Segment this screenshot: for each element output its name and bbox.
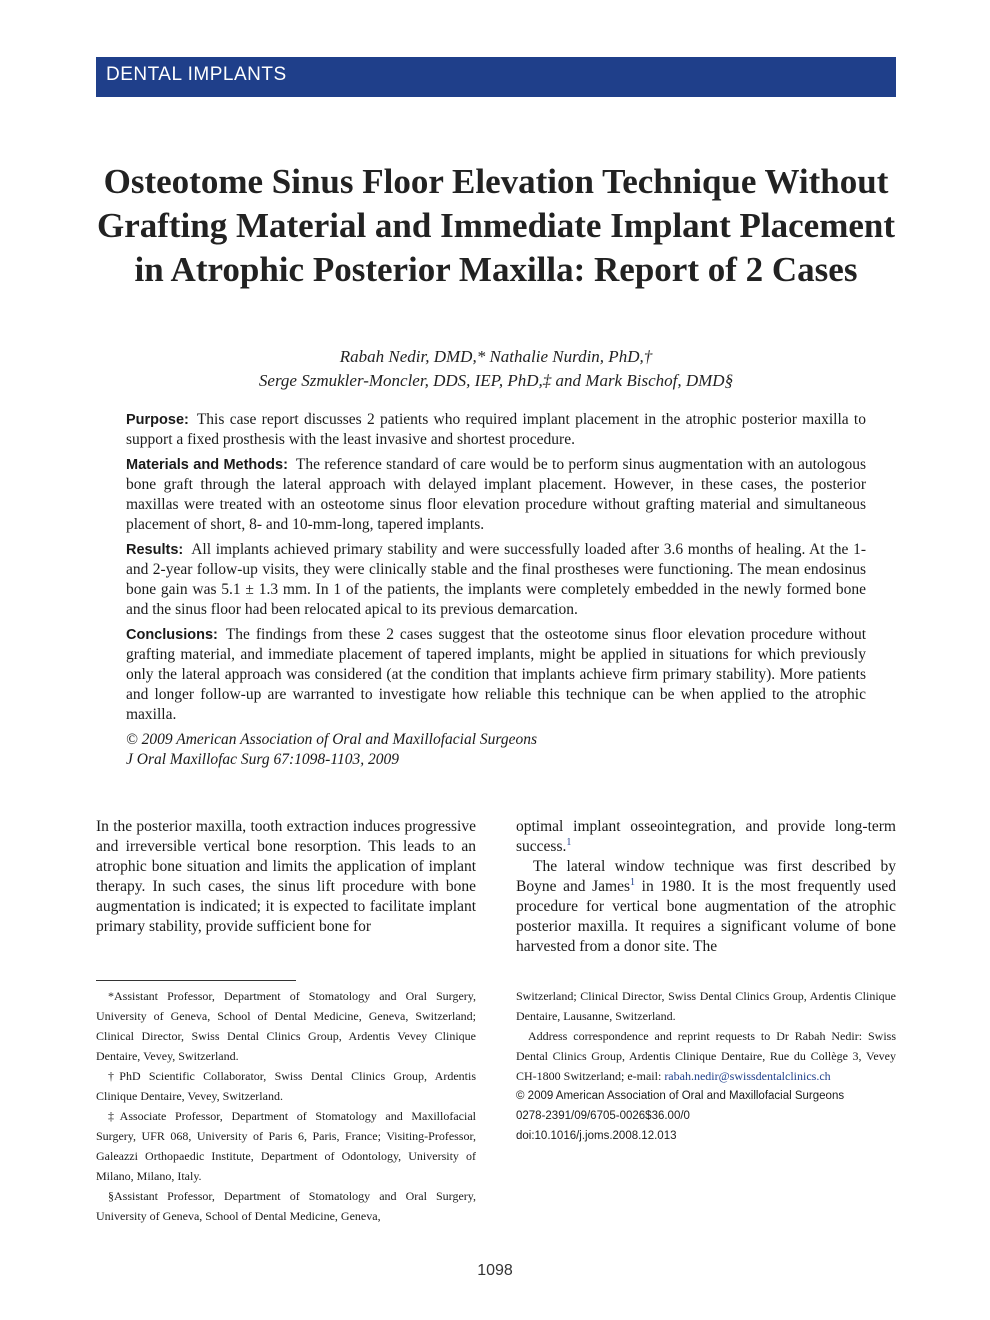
body-column-right [516,817,896,957]
conclusions-text: The findings from these 2 cases suggest that the osteotome sinus floor elevation procedure without grafting material, and immediate placement of tapered implants, might be applied in situations for which previously only the lateral approach was considered (at the condition that implants achieve firm primary stability). More patients and longer follow-up are warranted to investigate how reliable this technique can be when applied to the atrophic maxilla. [126,626,866,723]
reference-link[interactable]: 1 [630,876,635,888]
footnote-author-4-continued: Switzerland; Clinical Director, Swiss Dental Clinics Group, Ardentis Clinique Dentaire, Lausanne, Switzerland. [516,989,896,1023]
section-label: DENTAL IMPLANTS [106,64,287,85]
footnotes-right [516,986,896,1146]
body-column-left [96,817,476,937]
footnote-author-3: ‡Associate Professor, Department of Stomatology and Maxillofacial Surgery, UFR 068, University of Paris 6, Paris, France; Visiting-Professor, Galeazzi Orthopaedic Institute, Department of Odontology, University of Milano, Milano, Italy. [96,1109,476,1183]
body-text: The lateral window technique was first described by Boyne and James [516,858,896,895]
abstract-copyright: © 2009 American Association of Oral and Maxillofacial Surgeons [126,731,538,748]
article-title: Osteotome Sinus Floor Elevation Technique Without Grafting Material and Immediate Implant Placement in Atrophic Posterior Maxilla: Report of 2 Cases [96,162,896,289]
results-label: Results: [126,542,184,558]
footnote-copyright: © 2009 American Association of Oral and Maxillofacial Surgeons [516,1090,845,1102]
authors-line-2: Serge Szmukler-Moncler, DDS, IEP, PhD,‡ and Mark Bischof, DMD§ [258,371,734,390]
methods-text: The reference standard of care would be to perform sinus augmentation with an autologous bone graft through the lateral approach with delayed implant placement. However, in these cases, the posterior maxillas were treated with an osteotome sinus floor elevation procedure without grafting material and simultaneous placement of short, 8- and 10-mm-long, tapered implants. [126,456,866,533]
methods-label: Materials and Methods: [126,457,288,473]
purpose-label: Purpose: [126,412,189,428]
conclusions-label: Conclusions: [126,627,218,643]
reference-link[interactable]: 1 [566,836,572,848]
footnote-author-4: §Assistant Professor, Department of Stomatology and Oral Surgery, University of Geneva, School of Dental Medicine, Geneva, [96,1189,476,1223]
footnote-author-2: †PhD Scientific Collaborator, Swiss Dental Clinics Group, Ardentis Clinique Dentaire, Vevey, Switzerland. [96,1069,476,1103]
authors-line-1: Rabah Nedir, DMD,* Nathalie Nurdin, PhD,† [339,347,653,366]
body-text: in 1980. It is the most frequently used procedure for vertical bone augmentation of the atrophic posterior maxilla. It requires a significant volume of bone harvested from a donor site. The [516,878,896,955]
issn: 0278-2391/09/6705-0026$36.00/0 [516,1110,690,1122]
body-paragraph: In the posterior maxilla, tooth extraction induces progressive and irreversible vertical bone resorption. This leads to an atrophic bone situation and limits the application of implant therapy. In such cases, the sinus lift procedure with bone augmentation is indicated; it is expected to facilitate implant primary stability, provide sufficient bone for [96,818,476,935]
address-text: Address correspondence and reprint requests to Dr Rabah Nedir: Swiss Dental Clinics Group, Ardentis Clinique Dentaire, Rue du Collège 3, Vevey CH-1800 Switzerland; e-mail: [516,1029,896,1083]
abstract-methods [126,455,866,535]
body-paragraph [516,857,896,957]
footnote-divider [96,980,296,981]
body-text: optimal implant osseointegration, and provide long-term success. [516,818,896,855]
author-list [96,345,896,393]
purpose-text: This case report discusses 2 patients who required implant placement in the atrophic posterior maxilla to support a fixed prosthesis with the least invasive and shortest procedure. [126,411,866,448]
section-banner [96,57,896,97]
abstract-results [126,540,866,620]
email-link[interactable]: rabah.nedir@swissdentalclinics.ch [664,1069,831,1083]
page-number: 1098 [477,1262,513,1279]
correspondence-address [516,1026,896,1086]
journal-citation: J Oral Maxillofac Surg 67:1098-1103, 2009 [126,751,399,768]
footnotes-left [96,986,476,1226]
results-text: All implants achieved primary stability and were successfully loaded after 3.6 months of healing. At the 1- and 2-year follow-up visits, they were clinically stable and the final prostheses were functioning. The mean endosinus bone gain was 5.1 ± 1.3 mm. In 1 of the patients, the implants were completely embedded in the newly formed bone and the sinus floor had been relocated apical to its previous demarcation. [126,541,866,618]
footnote-author-1: *Assistant Professor, Department of Stomatology and Oral Surgery, University of Geneva, School of Dental Medicine, Geneva, Switzerland; Clinical Director, Swiss Dental Clinics Group, Ardentis Vevey Clinique Dentaire, Vevey, Switzerland. [96,989,476,1063]
body-paragraph-continued [516,817,896,857]
abstract-purpose [126,410,866,450]
abstract-conclusions [126,625,866,725]
abstract [126,410,866,770]
doi: doi:10.1016/j.joms.2008.12.013 [516,1130,677,1142]
